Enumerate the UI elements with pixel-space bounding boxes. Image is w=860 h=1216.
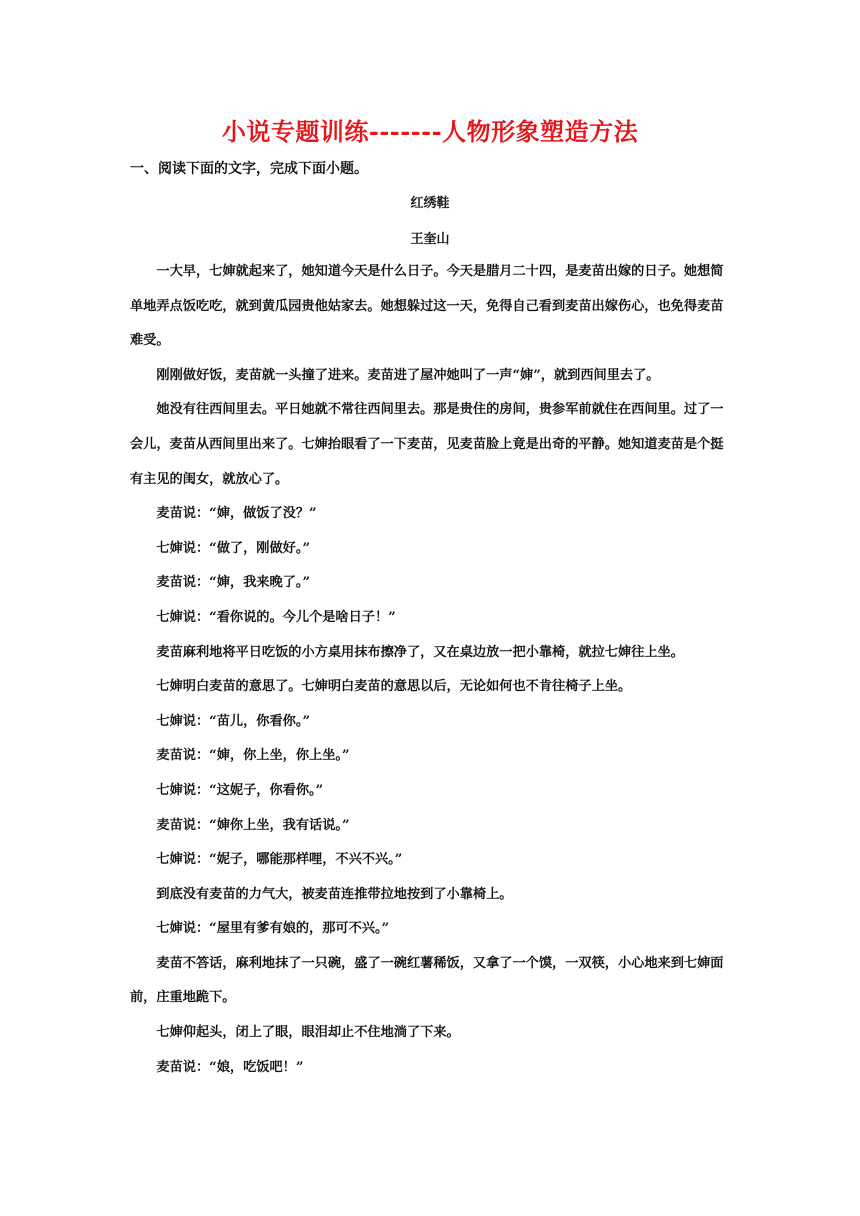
paragraph: 麦苗说：“娘，吃饭吧！” [156,1059,304,1075]
paragraph: 麦苗说：“婶你上坐，我有话说。” [156,817,350,833]
paragraph: 到底没有麦苗的力气大，被麦苗连推带拉地按到了小靠椅上。 [156,886,513,902]
paragraph: 她没有往西间里去。平日她就不常往西间里去。那是贵住的房间，贵参军前就住在西间里。过了一会儿，麦苗从西间里出来了。七婶抬眼看了一下麦苗，见麦苗脸上竟是出奇的平静。她知道麦苗是个挺有主见的闺女，就放心了。 [130,402,724,487]
paragraph: 七婶说：“屋里有爹有娘的，那可不兴。” [156,921,390,937]
story-body [130,255,734,1085]
paragraph: 七婶仰起头，闭上了眼，眼泪却止不住地淌了下来。 [156,1025,460,1041]
paragraph: 七婶说：“看你说的。今儿个是啥日子！” [156,609,396,625]
paragraph: 麦苗说：“婶，我来晚了。” [156,575,311,591]
question-instruction: 一、阅读下面的文字，完成下面小题。 [130,161,368,177]
paragraph: 七婶说：“做了，刚做好。” [156,540,311,556]
paragraph: 刚刚做好饭，麦苗就一头撞了进来。麦苗进了屋冲她叫了一声“婶”，就到西间里去了。 [156,367,660,383]
paragraph: 麦苗说：“婶，做饭了没？” [156,506,317,522]
paragraph: 七婶明白麦苗的意思了。七婶明白麦苗的意思以后，无论如何也不肯往椅子上坐。 [156,679,632,695]
paragraph: 七婶说：“这妮子，你看你。” [156,782,324,798]
paragraph: 麦苗不答话，麻利地抹了一只碗，盛了一碗红薯稀饭，又拿了一个馍，一双筷，小心地来到七婶面前，庄重地跪下。 [130,955,724,1006]
story-title: 红绣鞋 [410,196,450,211]
story-author: 王奎山 [410,232,450,247]
paragraph: 麦苗说：“婶，你上坐，你上坐。” [156,748,350,764]
paragraph: 七婶说：“苗儿，你看你。” [156,713,311,729]
paragraph: 麦苗麻利地将平日吃饭的小方桌用抹布擦净了，又在桌边放一把小靠椅，就拉七婶往上坐。 [156,644,684,660]
paragraph: 一大早，七婶就起来了，她知道今天是什么日子。今天是腊月二十四，是麦苗出嫁的日子。她想简单地弄点饭吃吃，就到黄瓜园贵他姑家去。她想躲过这一天，免得自己看到麦苗出嫁伤心，也免得麦苗难受。 [130,264,724,349]
document-title: 小说专题训练-------人物形象塑造方法 [221,117,639,146]
paragraph: 七婶说：“妮子，哪能那样哩，不兴不兴。” [156,852,403,868]
